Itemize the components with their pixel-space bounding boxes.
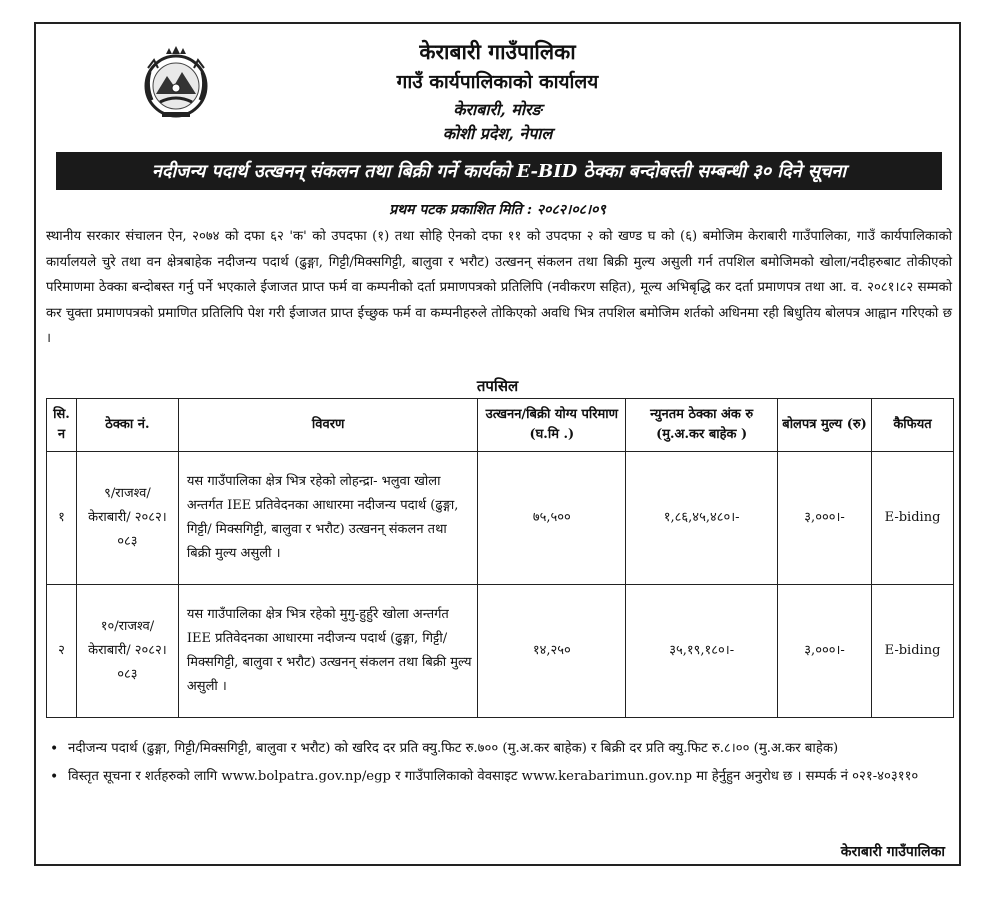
cell-description: यस गाउँपालिका क्षेत्र भित्र रहेको लोहन्द्रा- भलुवा खोला अन्तर्गत IEE प्रतिवेदनका आधारमा नदीजन्य पदार्थ (ढुङ्गा, गिट्टी/ मिक्सगिट्टी, बालुवा र भरौट) उत्खनन् संकलन तथा बिक्री मुल्य असुली । (178, 452, 478, 585)
bullet-icon: • (50, 769, 59, 785)
notice-title-banner (56, 152, 942, 190)
published-date: प्रथम पटक प्रकाशित मिति : २०८२।०८।०९ (389, 202, 606, 218)
note-item (50, 766, 950, 788)
office-location: केराबारी, मोरङ (453, 100, 542, 119)
note-item (50, 738, 950, 760)
col-header-quantity: उत्खनन/बिक्री योग्य परिमाण (घ.मि .) (478, 399, 626, 452)
notice-title: नदीजन्य पदार्थ उत्खनन् संकलन तथा बिक्री गर्ने कार्यको E-BID ठेक्का बन्दोबस्ती सम्बन्धी ३० दिने सूचना (151, 161, 847, 182)
col-header-description: विवरण (178, 399, 478, 452)
table-row (47, 585, 954, 718)
note-text: विस्तृत सूचना र शर्तहरुको लागि www.bolpatra.gov.np/egp र गाउँपालिकाको वेवसाइट www.kerabarimun.gov.np मा हेर्नुहुन अनुरोध छ । सम्पर्क नं ०२१-४०३११० (68, 769, 919, 784)
cell-min-amount: १,८६,४५,४८०।- (626, 452, 778, 585)
office-subtitle: गाउँ कार्यपालिकाको कार्यालय (396, 71, 599, 93)
cell-min-amount: ३५,१९,१८०।- (626, 585, 778, 718)
col-header-bid-fee: बोलपत्र मुल्य (रु) (778, 399, 872, 452)
col-header-remarks: कैफियत (872, 399, 954, 452)
schedule-title: तपसिल (476, 377, 519, 395)
signature: केराबारी गाउँपालिका (840, 844, 945, 860)
col-header-min-amount: न्युनतम ठेक्का अंक रु (मु.अ.कर बाहेक ) (626, 399, 778, 452)
col-header-contract-no: ठेक्का नं. (76, 399, 178, 452)
cell-quantity: १४,२५० (478, 585, 626, 718)
table-header-row (47, 399, 954, 452)
schedule-table (46, 398, 954, 718)
notice-frame (34, 22, 961, 866)
cell-quantity: ७५,५०० (478, 452, 626, 585)
cell-bid-fee: ३,०००।- (778, 452, 872, 585)
cell-contract-no: १०/राजश्व/ केराबारी/ २०८२।०८३ (76, 585, 178, 718)
notice-body: स्थानीय सरकार संचालन ऐन, २०७४ को दफा ६२ 'क' को उपदफा (१) तथा सोहि ऐनको दफा ११ को उपदफा २ को खण्ड घ को (६) बमोजिम केराबारी गाउँपालिका, गाउँ कार्यपालिकाको कार्यालयले चुरे तथा वन क्षेत्रबाहेक नदीजन्य पदार्थ (ढुङ्गा, गिट्टी/मिक्सगिट्टी, बालुवा र भरौट) उत्खनन् संकलन तथा बिक्री मुल्य असुली गर्न तपशिल बमोजिमको खोला/नदीहरुबाट तोकीएको परिमाणमा ठेक्का बन्दोबस्त गर्नु पर्ने भएकाले ईजाजत प्राप्त फर्म वा कम्पनीको दर्ता प्रमाणपत्रको प्रतिलिपि (नवीकरण सहित), मूल्य अभिबृद्धि कर दर्ता प्रमाणपत्र तथा आ. व. २०८१।८२ सम्मको कर चुक्ता प्रमाणपत्रको प्रमाणित प्रतिलिपि पेश गरी ईजाजत प्राप्त ईच्छुक फर्म वा कम्पनीहरुले तोकिएको अवधि भित्र तपशिल बमोजिम शर्तको अधिनमा रही बिधुतिय बोलपत्र आह्वान गरिएको छ । (46, 229, 952, 346)
cell-bid-fee: ३,०००।- (778, 585, 872, 718)
cell-remarks: E-biding (872, 452, 954, 585)
table-row (47, 452, 954, 585)
office-name: केराबारी गाउँपालिका (419, 39, 576, 64)
cell-sn: १ (47, 452, 77, 585)
cell-description: यस गाउँपालिका क्षेत्र भित्र रहेको मुगु-हुर्हुरे खोला अन्तर्गत IEE प्रतिवेदनका आधारमा नदीजन्य पदार्थ (ढुङ्गा, गिट्टी/ मिक्सगिट्टी, बालुवा र भरौट) उत्खनन् संकलन तथा बिक्री मुल्य असुली । (178, 585, 478, 718)
bullet-icon: • (50, 741, 59, 757)
office-province: कोशी प्रदेश, नेपाल (442, 124, 553, 143)
cell-sn: २ (47, 585, 77, 718)
cell-contract-no: ९/राजश्व/ केराबारी/ २०८२।०८३ (76, 452, 178, 585)
cell-remarks: E-biding (872, 585, 954, 718)
col-header-sn: सि. न (47, 399, 77, 452)
note-text: नदीजन्य पदार्थ (ढुङ्गा, गिट्टी/मिक्सगिट्टी, बालुवा र भरौट) को खरिद दर प्रति क्यु.फिट रु.७०० (मु.अ.कर बाहेक) र बिक्री दर प्रति क्यु.फिट रु.८।०० (मु.अ.कर बाहेक) (68, 741, 839, 756)
notes-list (50, 738, 950, 794)
